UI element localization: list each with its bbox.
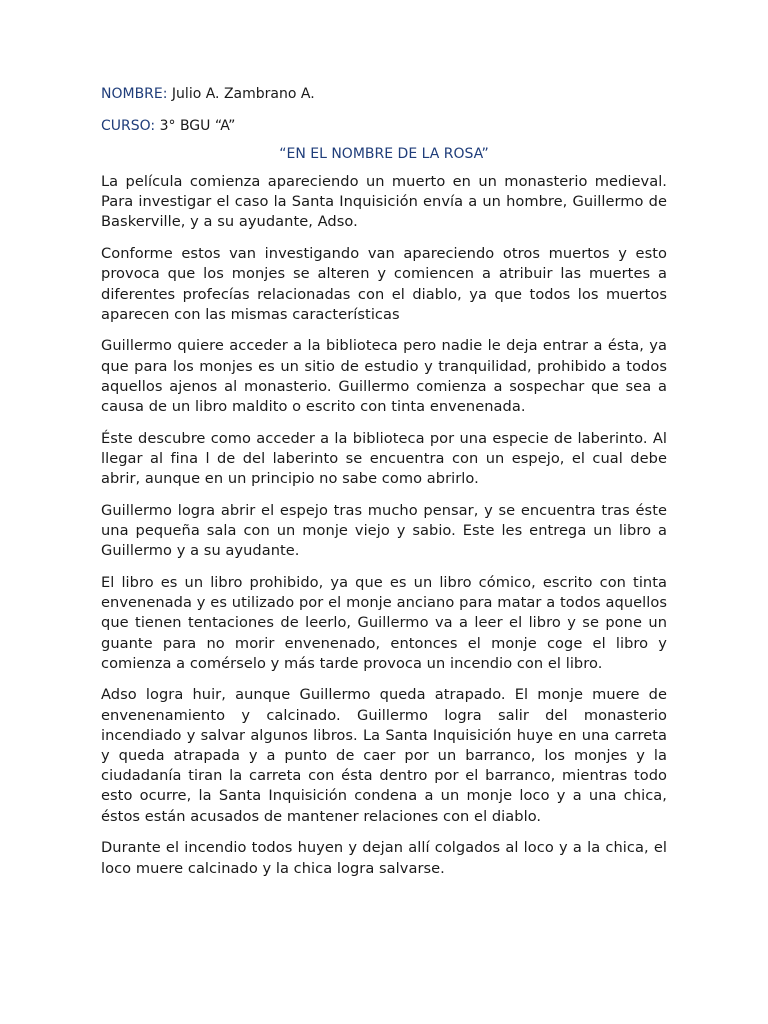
course-line <box>101 116 667 136</box>
paragraph-6: El libro es un libro prohibido, ya que es un libro cómico, escrito con tinta envenenada y es utilizado por el monje anciano para matar a todos aquellos que tienen tentaciones de leerlo, Guillermo va a leer el libro y se pone un guante para no morir envenenado, entonces el monje coge el libro y comienza a comérselo y más tarde provoca un incendio con el libro. <box>101 573 667 672</box>
paragraph-2: Conforme estos van investigando van apareciendo otros muertos y esto provoca que los monjes se alteren y comiencen a atribuir las muertes a diferentes profecías relacionadas con el diablo, ya que todos los muertos aparecen con las mismas características <box>101 245 667 323</box>
paragraph-7: Adso logra huir, aunque Guillermo queda atrapado. El monje muere de envenenamiento y calcinado. Guillermo logra salir del monasterio incendiado y salvar algunos libros. La Santa Inquisición huye en una carreta y queda atrapada y a punto de caer por un barranco, los monjes y la ciudadanía tiran la carreta con ésta dentro por el barranco, mientras todo esto ocurre, la Santa Inquisición condena a un monje loco y a una chica, éstos están acusados de mantener relaciones con el diablo. <box>101 686 667 825</box>
paragraph-4: Éste descubre como acceder a la biblioteca por una especie de laberinto. Al llegar al fina l de del laberinto se encuentra con un espejo, el cual debe abrir, aunque en un principio no sabe como abrirlo. <box>101 429 667 488</box>
course-value: 3° BGU “A” <box>159 118 236 134</box>
student-name-line <box>101 84 667 104</box>
paragraph-5: Guillermo logra abrir el espejo tras mucho pensar, y se encuentra tras éste una pequeña sala con un monje viejo y sabio. Este les entrega un libro a Guillermo y a su ayudante. <box>101 501 667 560</box>
course-label: CURSO: <box>101 118 156 134</box>
paragraph-3: Guillermo quiere acceder a la biblioteca pero nadie le deja entrar a ésta, ya que para los monjes es un sitio de estudio y tranquilidad, prohibido a todos aquellos ajenos al monasterio. Guillermo comienza a sospechar que sea a causa de un libro maldito o escrito con tinta envenenada. <box>101 337 667 416</box>
name-label: NOMBRE: <box>101 86 168 102</box>
document-title: “EN EL NOMBRE DE LA ROSA” <box>279 146 489 162</box>
name-value: Julio A. Zambrano A. <box>171 86 315 102</box>
paragraph-1: La película comienza apareciendo un muerto en un monasterio medieval. Para investigar el caso la Santa Inquisición envía a un hombre, Guillermo de Baskerville, y a su ayudante, Adso. <box>101 173 667 231</box>
paragraph-8: Durante el incendio todos huyen y dejan allí colgados al loco y a la chica, el loco muere calcinado y la chica logra salvarse. <box>101 839 667 877</box>
document-page <box>101 84 667 890</box>
